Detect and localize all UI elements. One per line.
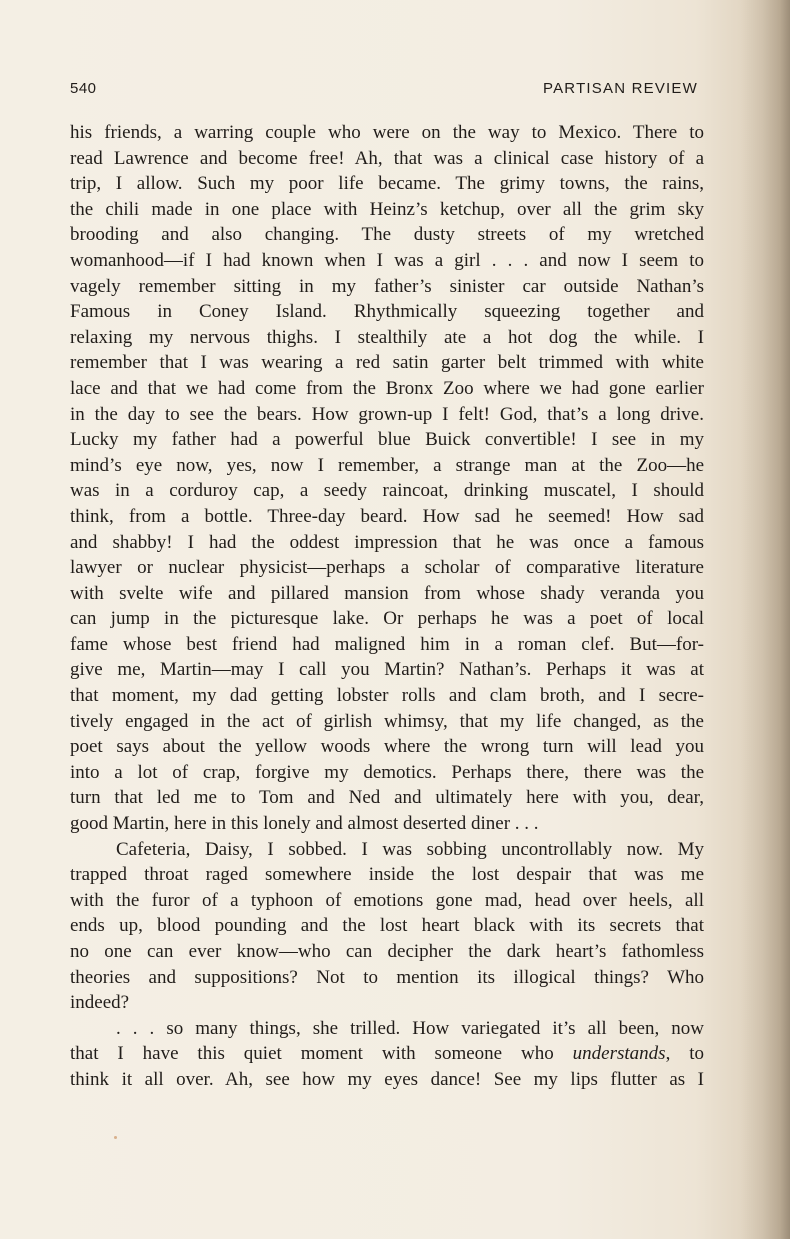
text-line: . . . so many things, she trilled. How variegated it’s all been, now (116, 1017, 704, 1039)
text-line: theories and suppositions? Not to mention its illogical things? Who (70, 966, 704, 988)
text-line: lace and that we had come from the Bronx Zoo where we had gone earlier (70, 377, 704, 399)
text-line: give me, Martin—may I call you Martin? Nathan’s. Perhaps it was at (70, 659, 704, 681)
text-line: no one can ever know—who can decipher the dark heart’s fathomless (70, 941, 704, 962)
running-header (70, 80, 698, 104)
text-line: Cafeteria, Daisy, I sobbed. I was sobbing uncontrollably now. My (116, 838, 704, 860)
text-line: and shabby! I had the oddest impression that he was once a famous (70, 531, 704, 553)
text-line: the chili made in one place with Heinz’s ketchup, over all the grim sky (70, 198, 704, 220)
text-line: lawyer or nuclear physicist—perhaps a scholar of comparative literature (70, 557, 704, 579)
text-line: brooding and also changing. The dusty streets of my wretched (70, 224, 704, 246)
text-line: indeed? (70, 992, 130, 1014)
text-line: think it all over. Ah, see how my eyes dance! See my lips flutter as I (70, 1068, 704, 1090)
text-segment: , to (665, 1043, 705, 1065)
text-segment: that I have this quiet moment with someone who (70, 1043, 573, 1065)
text-line: in the day to see the bears. How grown-up I felt! God, that’s a long drive. (70, 403, 704, 425)
text-line: turn that led me to Tom and Ned and ultimately here with you, dear, (70, 787, 704, 809)
text-line: mind’s eye now, yes, now I remember, a strange man at the Zoo—he (70, 454, 704, 476)
text-line: Famous in Coney Island. Rhythmically squeezing together and (70, 301, 704, 323)
text-line: relaxing my nervous thighs. I stealthily ate a hot dog the while. I (70, 326, 704, 348)
text-line: tively engaged in the act of girlish whimsy, that my life changed, as the (70, 710, 704, 732)
text-line: poet says about the yellow woods where the wrong turn will lead you (70, 736, 704, 758)
journal-title: PARTISAN REVIEW (543, 80, 698, 97)
paper-speck (114, 1136, 117, 1139)
text-line: think, from a bottle. Three-day beard. How sad he seemed! How sad (70, 505, 704, 527)
text-line: read Lawrence and become free! Ah, that was a clinical case history of a (70, 147, 704, 169)
body-text (70, 120, 704, 1093)
text-line: remember that I was wearing a red satin garter belt trimmed with white (70, 352, 704, 374)
text-line: was in a corduroy cap, a seedy raincoat, drinking muscatel, I should (70, 480, 704, 502)
text-line: Lucky my father had a powerful blue Buick convertible! I see in my (70, 429, 704, 451)
text-line: can jump in the picturesque lake. Or perhaps he was a poet of local (70, 608, 704, 630)
text-line: ends up, blood pounding and the lost heart black with its secrets that (70, 915, 704, 937)
text-line: trip, I allow. Such my poor life became. The grimy towns, the rains, (70, 173, 704, 195)
text-line: good Martin, here in this lonely and almost deserted diner . . . (70, 813, 539, 835)
italic-word: understands (572, 1043, 666, 1065)
text-line: with the furor of a typhoon of emotions gone mad, head over heels, all (70, 889, 704, 911)
text-line: with svelte wife and pillared mansion from whose shady veranda you (70, 582, 704, 604)
text-line: that moment, my dad getting lobster rolls and clam broth, and I secre- (70, 685, 704, 707)
page-number: 540 (70, 80, 97, 97)
text-line: his friends, a warring couple who were on the way to Mexico. There to (70, 122, 704, 143)
text-line: womanhood—if I had known when I was a girl . . . and now I seem to (70, 249, 704, 271)
text-line (70, 1041, 704, 1067)
text-line: trapped throat raged somewhere inside the lost despair that was me (70, 864, 704, 886)
text-line: vagely remember sitting in my father’s sinister car outside Nathan’s (70, 275, 704, 297)
text-line: fame whose best friend had maligned him in a roman clef. But—for- (70, 633, 704, 655)
text-line: into a lot of crap, forgive my demotics. Perhaps there, there was the (70, 761, 704, 783)
page-gutter-shadow (740, 0, 790, 1239)
